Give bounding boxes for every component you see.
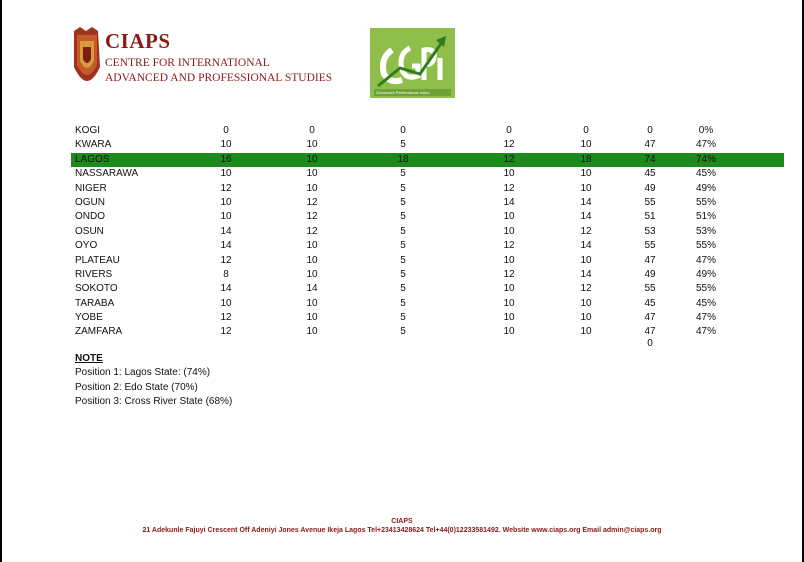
left-border xyxy=(0,0,2,562)
score-cell: 10 xyxy=(503,168,515,180)
score-cell: 10 xyxy=(306,182,318,194)
score-cell: 8 xyxy=(223,268,229,280)
total-cell: 45 xyxy=(644,297,656,309)
percent-cell: 49% xyxy=(695,182,716,194)
table-row xyxy=(71,297,784,311)
state-cell: YOBE xyxy=(75,312,103,324)
table-row xyxy=(71,239,784,253)
table-row xyxy=(71,138,784,152)
score-cell: 10 xyxy=(306,254,318,266)
score-cell: 10 xyxy=(503,225,515,237)
score-cell: 10 xyxy=(580,254,592,266)
score-cell: 0 xyxy=(583,125,589,136)
total-cell: 49 xyxy=(644,182,656,194)
score-cell: 10 xyxy=(503,283,515,295)
score-cell: 14 xyxy=(580,196,592,208)
ciaps-tagline-1: CENTRE FOR INTERNATIONAL xyxy=(105,57,270,69)
score-cell: 10 xyxy=(220,139,232,151)
score-cell: 10 xyxy=(580,182,592,194)
percent-cell: 47% xyxy=(695,312,716,324)
state-cell: KWARA xyxy=(75,139,112,151)
percent-cell: 47% xyxy=(695,326,716,338)
score-cell: 10 xyxy=(306,139,318,151)
score-cell: 18 xyxy=(580,153,592,165)
table-row xyxy=(71,325,784,339)
ciaps-crest-icon xyxy=(72,27,102,95)
state-cell: ONDO xyxy=(75,211,105,223)
total-cell: 51 xyxy=(644,211,656,223)
score-cell: 5 xyxy=(400,254,406,266)
score-cell: 14 xyxy=(580,268,592,280)
score-cell: 10 xyxy=(306,268,318,280)
note-item-3: Position 3: Cross River State (68%) xyxy=(75,396,233,408)
score-cell: 10 xyxy=(306,168,318,180)
total-cell: 55 xyxy=(644,240,656,252)
score-cell: 14 xyxy=(503,196,515,208)
score-cell: 12 xyxy=(503,139,515,151)
score-cell: 10 xyxy=(220,211,232,223)
total-cell: 53 xyxy=(644,225,656,237)
percent-cell: 74% xyxy=(695,153,716,165)
score-cell: 5 xyxy=(400,139,406,151)
percent-cell: 45% xyxy=(695,297,716,309)
score-cell: 10 xyxy=(220,168,232,180)
score-cell: 0 xyxy=(400,125,406,136)
state-cell: TARABA xyxy=(75,297,115,309)
score-cell: 12 xyxy=(503,240,515,252)
score-cell: 10 xyxy=(306,153,318,165)
total-cell: 49 xyxy=(644,268,656,280)
state-cell: ZAMFARA xyxy=(75,326,123,338)
percent-cell: 55% xyxy=(695,240,716,252)
score-cell: 5 xyxy=(400,182,406,194)
score-cell: 5 xyxy=(400,268,406,280)
percent-cell: 47% xyxy=(695,139,716,151)
table-row xyxy=(71,254,784,268)
score-cell: 12 xyxy=(220,312,232,324)
state-cell: RIVERS xyxy=(75,268,113,280)
score-cell: 10 xyxy=(306,312,318,324)
score-cell: 10 xyxy=(220,297,232,309)
score-cell: 12 xyxy=(580,225,592,237)
score-cell: 12 xyxy=(580,283,592,295)
score-cell: 18 xyxy=(397,153,409,165)
percent-cell: 51% xyxy=(695,211,716,223)
total-cell: 55 xyxy=(644,283,656,295)
score-cell: 12 xyxy=(306,211,318,223)
score-cell: 10 xyxy=(503,297,515,309)
score-cell: 10 xyxy=(306,297,318,309)
table-row xyxy=(71,167,784,181)
score-cell: 5 xyxy=(400,196,406,208)
score-cell: 10 xyxy=(503,254,515,266)
score-cell: 14 xyxy=(306,283,318,295)
score-cell: 10 xyxy=(580,168,592,180)
score-cell: 10 xyxy=(503,312,515,324)
score-cell: 5 xyxy=(400,312,406,324)
cgpi-logo-caption: Governors Performance Index xyxy=(376,90,430,95)
table-row xyxy=(71,282,784,296)
table-row xyxy=(71,210,784,224)
state-cell: KOGI xyxy=(75,125,101,136)
state-cell: NIGER xyxy=(75,182,107,194)
score-cell: 5 xyxy=(400,168,406,180)
percent-cell: 55% xyxy=(695,283,716,295)
state-cell: OSUN xyxy=(75,225,104,237)
total-cell: 47 xyxy=(644,254,656,266)
trailing-value: 0 xyxy=(647,338,653,349)
total-cell: 74 xyxy=(644,153,656,165)
table-row xyxy=(71,182,784,196)
note-item-2: Position 2: Edo State (70%) xyxy=(75,381,198,393)
score-cell: 5 xyxy=(400,283,406,295)
table-row xyxy=(71,124,784,138)
score-cell: 12 xyxy=(306,225,318,237)
state-cell: OYO xyxy=(75,240,98,252)
score-cell: 0 xyxy=(309,125,315,136)
score-cell: 10 xyxy=(503,326,515,338)
score-cell: 12 xyxy=(220,326,232,338)
score-cell: 0 xyxy=(506,125,512,136)
percent-cell: 47% xyxy=(695,254,716,266)
total-cell: 47 xyxy=(644,326,656,338)
percent-cell: 55% xyxy=(695,196,716,208)
score-cell: 14 xyxy=(220,283,232,295)
score-cell: 5 xyxy=(400,225,406,237)
state-cell: PLATEAU xyxy=(75,254,120,266)
note-section xyxy=(75,352,232,410)
ciaps-name: CIAPS xyxy=(105,29,171,53)
total-cell: 47 xyxy=(644,139,656,151)
score-cell: 10 xyxy=(306,326,318,338)
note-heading: NOTE xyxy=(75,353,103,364)
ciaps-logo xyxy=(72,27,333,97)
state-cell: LAGOS xyxy=(75,153,110,165)
score-cell: 14 xyxy=(580,240,592,252)
percent-cell: 49% xyxy=(695,268,716,280)
note-item-1: Position 1: Lagos State: (74%) xyxy=(75,367,211,379)
score-cell: 10 xyxy=(220,196,232,208)
table-row xyxy=(71,311,784,325)
score-cell: 5 xyxy=(400,240,406,252)
scores-table xyxy=(71,124,784,340)
score-cell: 12 xyxy=(220,182,232,194)
state-cell: NASSARAWA xyxy=(75,168,139,180)
total-cell: 55 xyxy=(644,196,656,208)
percent-cell: 45% xyxy=(695,168,716,180)
table-row xyxy=(71,268,784,282)
percent-cell: 0% xyxy=(698,125,714,136)
percent-cell: 53% xyxy=(695,225,716,237)
cgpi-logo xyxy=(370,28,455,98)
score-cell: 12 xyxy=(220,254,232,266)
score-cell: 12 xyxy=(306,196,318,208)
total-cell: 0 xyxy=(647,125,653,136)
score-cell: 5 xyxy=(400,211,406,223)
score-cell: 10 xyxy=(503,211,515,223)
state-cell: OGUN xyxy=(75,196,105,208)
score-cell: 10 xyxy=(306,240,318,252)
score-cell: 10 xyxy=(580,326,592,338)
state-cell: SOKOTO xyxy=(75,283,118,295)
table-row-highlighted xyxy=(71,153,784,167)
table-row xyxy=(71,225,784,239)
score-cell: 14 xyxy=(580,211,592,223)
score-cell: 0 xyxy=(223,125,229,136)
cgpi-chart-icon xyxy=(370,28,455,98)
score-cell: 14 xyxy=(220,225,232,237)
total-cell: 45 xyxy=(644,168,656,180)
ciaps-tagline-2: ADVANCED AND PROFESSIONAL STUDIES xyxy=(105,72,333,84)
footer-title: CIAPS xyxy=(391,518,413,525)
score-cell: 16 xyxy=(220,153,232,165)
total-cell: 47 xyxy=(644,312,656,324)
score-cell: 10 xyxy=(580,139,592,151)
score-cell: 5 xyxy=(400,297,406,309)
score-cell: 14 xyxy=(220,240,232,252)
table-row xyxy=(71,196,784,210)
score-cell: 5 xyxy=(400,326,406,338)
score-cell: 12 xyxy=(503,153,515,165)
footer-address: 21 Adekunle Fajuyi Crescent Off Adeniyi Jones Avenue Ikeja Lagos Tel+23413428624 Tel+44(0)12233581492. Website www.ciaps.org Email admin@ciaps.org xyxy=(142,527,662,534)
score-cell: 12 xyxy=(503,268,515,280)
score-cell: 10 xyxy=(580,312,592,324)
score-cell: 12 xyxy=(503,182,515,194)
score-cell: 10 xyxy=(580,297,592,309)
